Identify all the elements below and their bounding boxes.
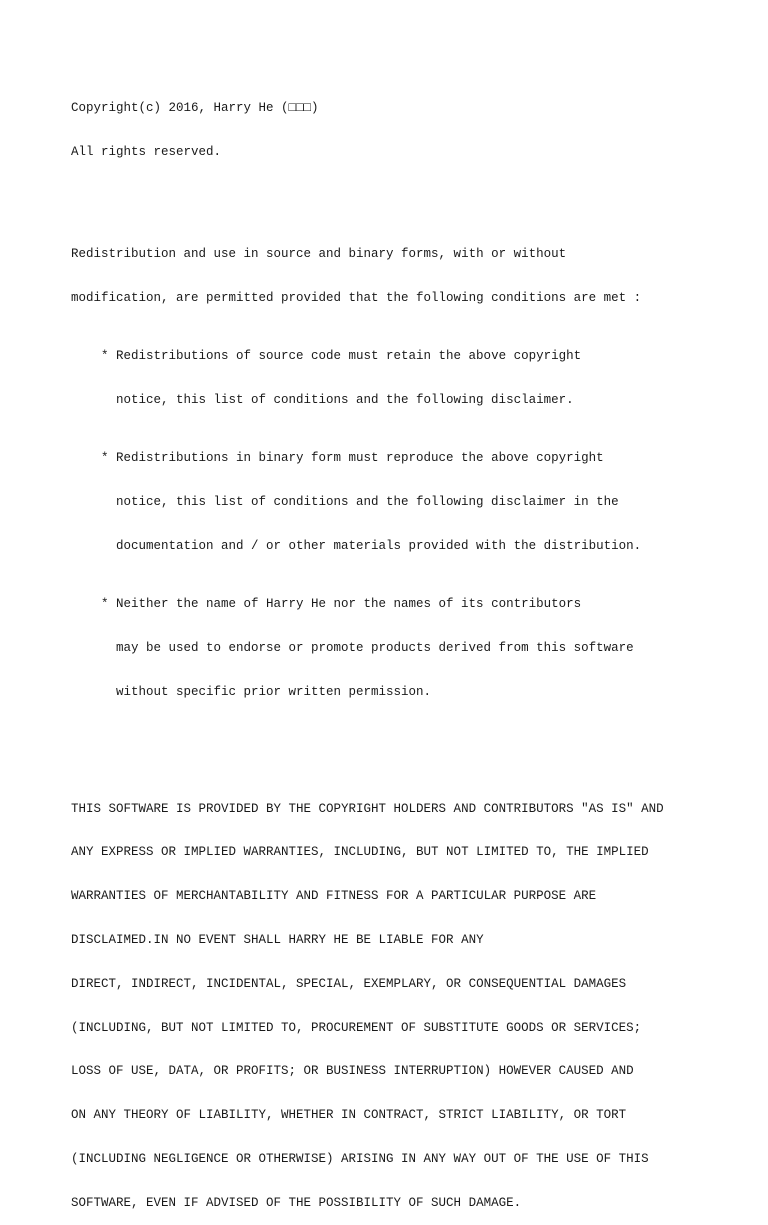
blank-line	[71, 743, 751, 758]
condition-2-line: notice, this list of conditions and the following disclaimer in the	[116, 495, 619, 510]
copyright-line: Copyright(c) 2016, Harry He (□□□)	[71, 101, 319, 116]
disclaimer-line: (INCLUDING NEGLIGENCE OR OTHERWISE) ARISING IN ANY WAY OUT OF THE USE OF THIS	[71, 1151, 649, 1166]
condition-3-line: without specific prior written permission.	[116, 684, 432, 699]
disclaimer-line: (INCLUDING, BUT NOT LIMITED TO, PROCUREMENT OF SUBSTITUTE GOODS OR SERVICES;	[71, 1020, 642, 1035]
disclaimer-line: ANY EXPRESS OR IMPLIED WARRANTIES, INCLUDING, BUT NOT LIMITED TO, THE IMPLIED	[71, 845, 649, 860]
condition-1-line: * Redistributions of source code must retain the above copyright	[101, 349, 582, 364]
license-document	[71, 72, 751, 1225]
blank-line	[71, 189, 751, 204]
disclaimer-line: SOFTWARE, EVEN IF ADVISED OF THE POSSIBILITY OF SUCH DAMAGE.	[71, 1195, 522, 1210]
condition-3-line: * Neither the name of Harry He nor the names of its contributors	[101, 597, 582, 612]
condition-1-line: notice, this list of conditions and the following disclaimer.	[116, 393, 574, 408]
disclaimer-line: DISCLAIMED.IN NO EVENT SHALL HARRY HE BE LIABLE FOR ANY	[71, 933, 484, 948]
disclaimer-line: LOSS OF USE, DATA, OR PROFITS; OR BUSINESS INTERRUPTION) HOWEVER CAUSED AND	[71, 1064, 634, 1079]
disclaimer-line: WARRANTIES OF MERCHANTABILITY AND FITNESS FOR A PARTICULAR PURPOSE ARE	[71, 889, 597, 904]
disclaimer-line: THIS SOFTWARE IS PROVIDED BY THE COPYRIGHT HOLDERS AND CONTRIBUTORS "AS IS" AND	[71, 801, 664, 816]
condition-2-line: * Redistributions in binary form must reproduce the above copyright	[101, 451, 604, 466]
intro-line: Redistribution and use in source and binary forms, with or without	[71, 247, 567, 262]
intro-line: modification, are permitted provided that the following conditions are met :	[71, 290, 642, 305]
condition-2-line: documentation and / or other materials provided with the distribution.	[116, 539, 642, 553]
condition-3-line: may be used to endorse or promote products derived from this software	[116, 641, 634, 656]
disclaimer-line: DIRECT, INDIRECT, INCIDENTAL, SPECIAL, EXEMPLARY, OR CONSEQUENTIAL DAMAGES	[71, 976, 627, 991]
rights-line: All rights reserved.	[71, 144, 222, 159]
disclaimer-line: ON ANY THEORY OF LIABILITY, WHETHER IN CONTRACT, STRICT LIABILITY, OR TORT	[71, 1108, 627, 1123]
